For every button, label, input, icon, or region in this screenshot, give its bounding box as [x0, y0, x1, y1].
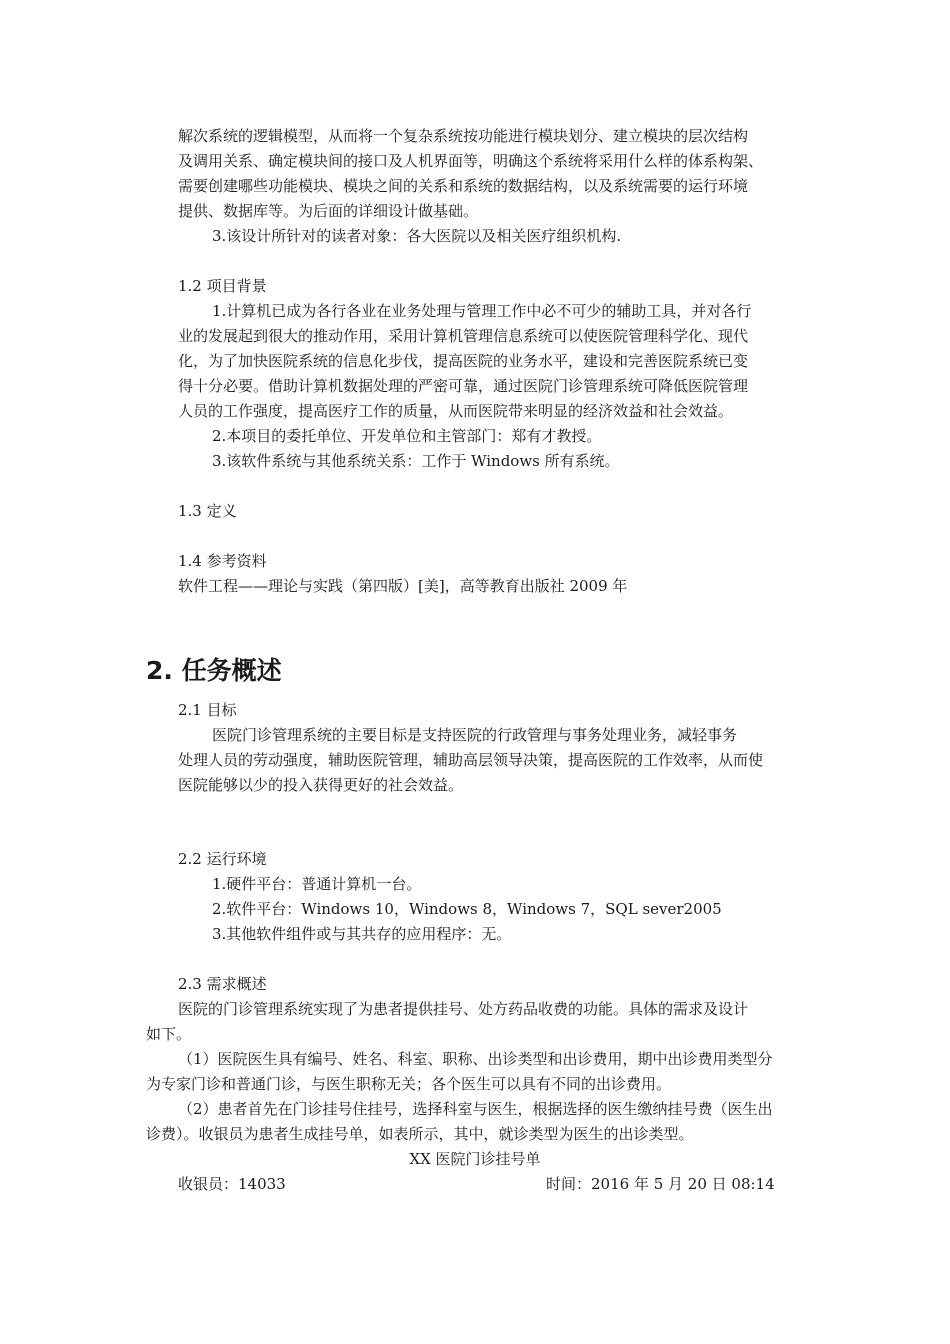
- paragraph-line: 医院的门诊管理系统实现了为患者提供挂号、处方药品收费的功能。具体的需求及设计: [178, 1000, 749, 1018]
- paragraph-line: 2.本项目的委托单位、开发单位和主管部门：郑有才教授。: [212, 427, 602, 445]
- paragraph-line: （2）患者首先在门诊挂号住挂号，选择科室与医生，根据选择的医生缴纳挂号费（医生出: [178, 1100, 773, 1118]
- paragraph-line: 医院能够以少的投入获得更好的社会效益。: [178, 776, 464, 794]
- section-heading-2-3: 2.3 需求概述: [178, 975, 267, 993]
- paragraph-line: 得十分必要。借助计算机数据处理的严密可靠，通过医院门诊管理系统可降低医院管理: [178, 377, 749, 395]
- intro-line-4: 提供、数据库等。为后面的详细设计做基础。: [178, 202, 479, 220]
- list-item: 1.硬件平台：普通计算机一台。: [212, 875, 422, 893]
- section-heading-1-3: 1.3 定义: [178, 502, 237, 520]
- chapter-title: 2. 任务概述: [146, 656, 282, 685]
- paragraph-line: 处理人员的劳动强度，辅助医院管理，辅助高层领导决策，提高医院的工作效率，从而使: [178, 751, 764, 769]
- intro-line-2: 及调用关系、确定模块间的接口及人机界面等，明确这个系统将采用什么样的体系构架、: [178, 152, 764, 170]
- intro-line-1: 解次系统的逻辑模型，从而将一个复杂系统按功能进行模块划分、建立模块的层次结构: [178, 127, 749, 145]
- section-heading-1-2: 1.2 项目背景: [178, 277, 267, 295]
- list-item: 3.其他软件组件或与其共存的应用程序：无。: [212, 925, 512, 943]
- list-item: 2.软件平台：Windows 10，Windows 8，Windows 7，SQL sever2005: [212, 900, 722, 918]
- intro-line-5: 3.该设计所针对的读者对象：各大医院以及相关医疗组织机构.: [212, 227, 622, 245]
- paragraph-line: 人员的工作强度，提高医疗工作的质量，从而医院带来明显的经济效益和社会效益。: [178, 402, 734, 420]
- paragraph-line: 诊费）。收银员为患者生成挂号单，如表所示，其中，就诊类型为医生的出诊类型。: [146, 1125, 694, 1143]
- paragraph-line: 如下。: [146, 1025, 192, 1043]
- intro-line-3: 需要创建哪些功能模块、模块之间的关系和系统的数据结构，以及系统需要的运行环境: [178, 177, 749, 195]
- section-heading-1-4: 1.4 参考资料: [178, 552, 267, 570]
- paragraph-line: 业的发展起到很大的推动作用，采用计算机管理信息系统可以使医院管理科学化、现代: [178, 327, 749, 345]
- paragraph-line: 医院门诊管理系统的主要目标是支持医院的行政管理与事务处理业务，减轻事务: [212, 726, 738, 744]
- paragraph-line: 3.该软件系统与其他系统关系：工作于 Windows 所有系统。: [212, 452, 620, 470]
- paragraph-line: 为专家门诊和普通门诊，与医生职称无关；各个医生可以具有不同的出诊费用。: [146, 1075, 672, 1093]
- paragraph-line: 化，为了加快医院系统的信息化步伐，提高医院的业务水平，建设和完善医院系统已变: [178, 352, 749, 370]
- reference-item: 软件工程——理论与实践（第四版）[美]，高等教育出版社 2009 年: [178, 577, 628, 595]
- cashier-label: 收银员：14033: [178, 1175, 286, 1193]
- paragraph-line: （1）医院医生具有编号、姓名、科室、职称、出诊类型和出诊费用，期中出诊费用类型分: [178, 1050, 773, 1068]
- section-heading-2-2: 2.2 运行环境: [178, 850, 267, 868]
- paragraph-line: 1.计算机已成为各行各业在业务处理与管理工作中必不可少的辅助工具，并对各行: [212, 302, 752, 320]
- section-heading-2-1: 2.1 目标: [178, 701, 237, 719]
- time-label: 时间：2016 年 5 月 20 日 08:14: [546, 1175, 775, 1193]
- form-title: XX 医院门诊挂号单: [409, 1150, 541, 1168]
